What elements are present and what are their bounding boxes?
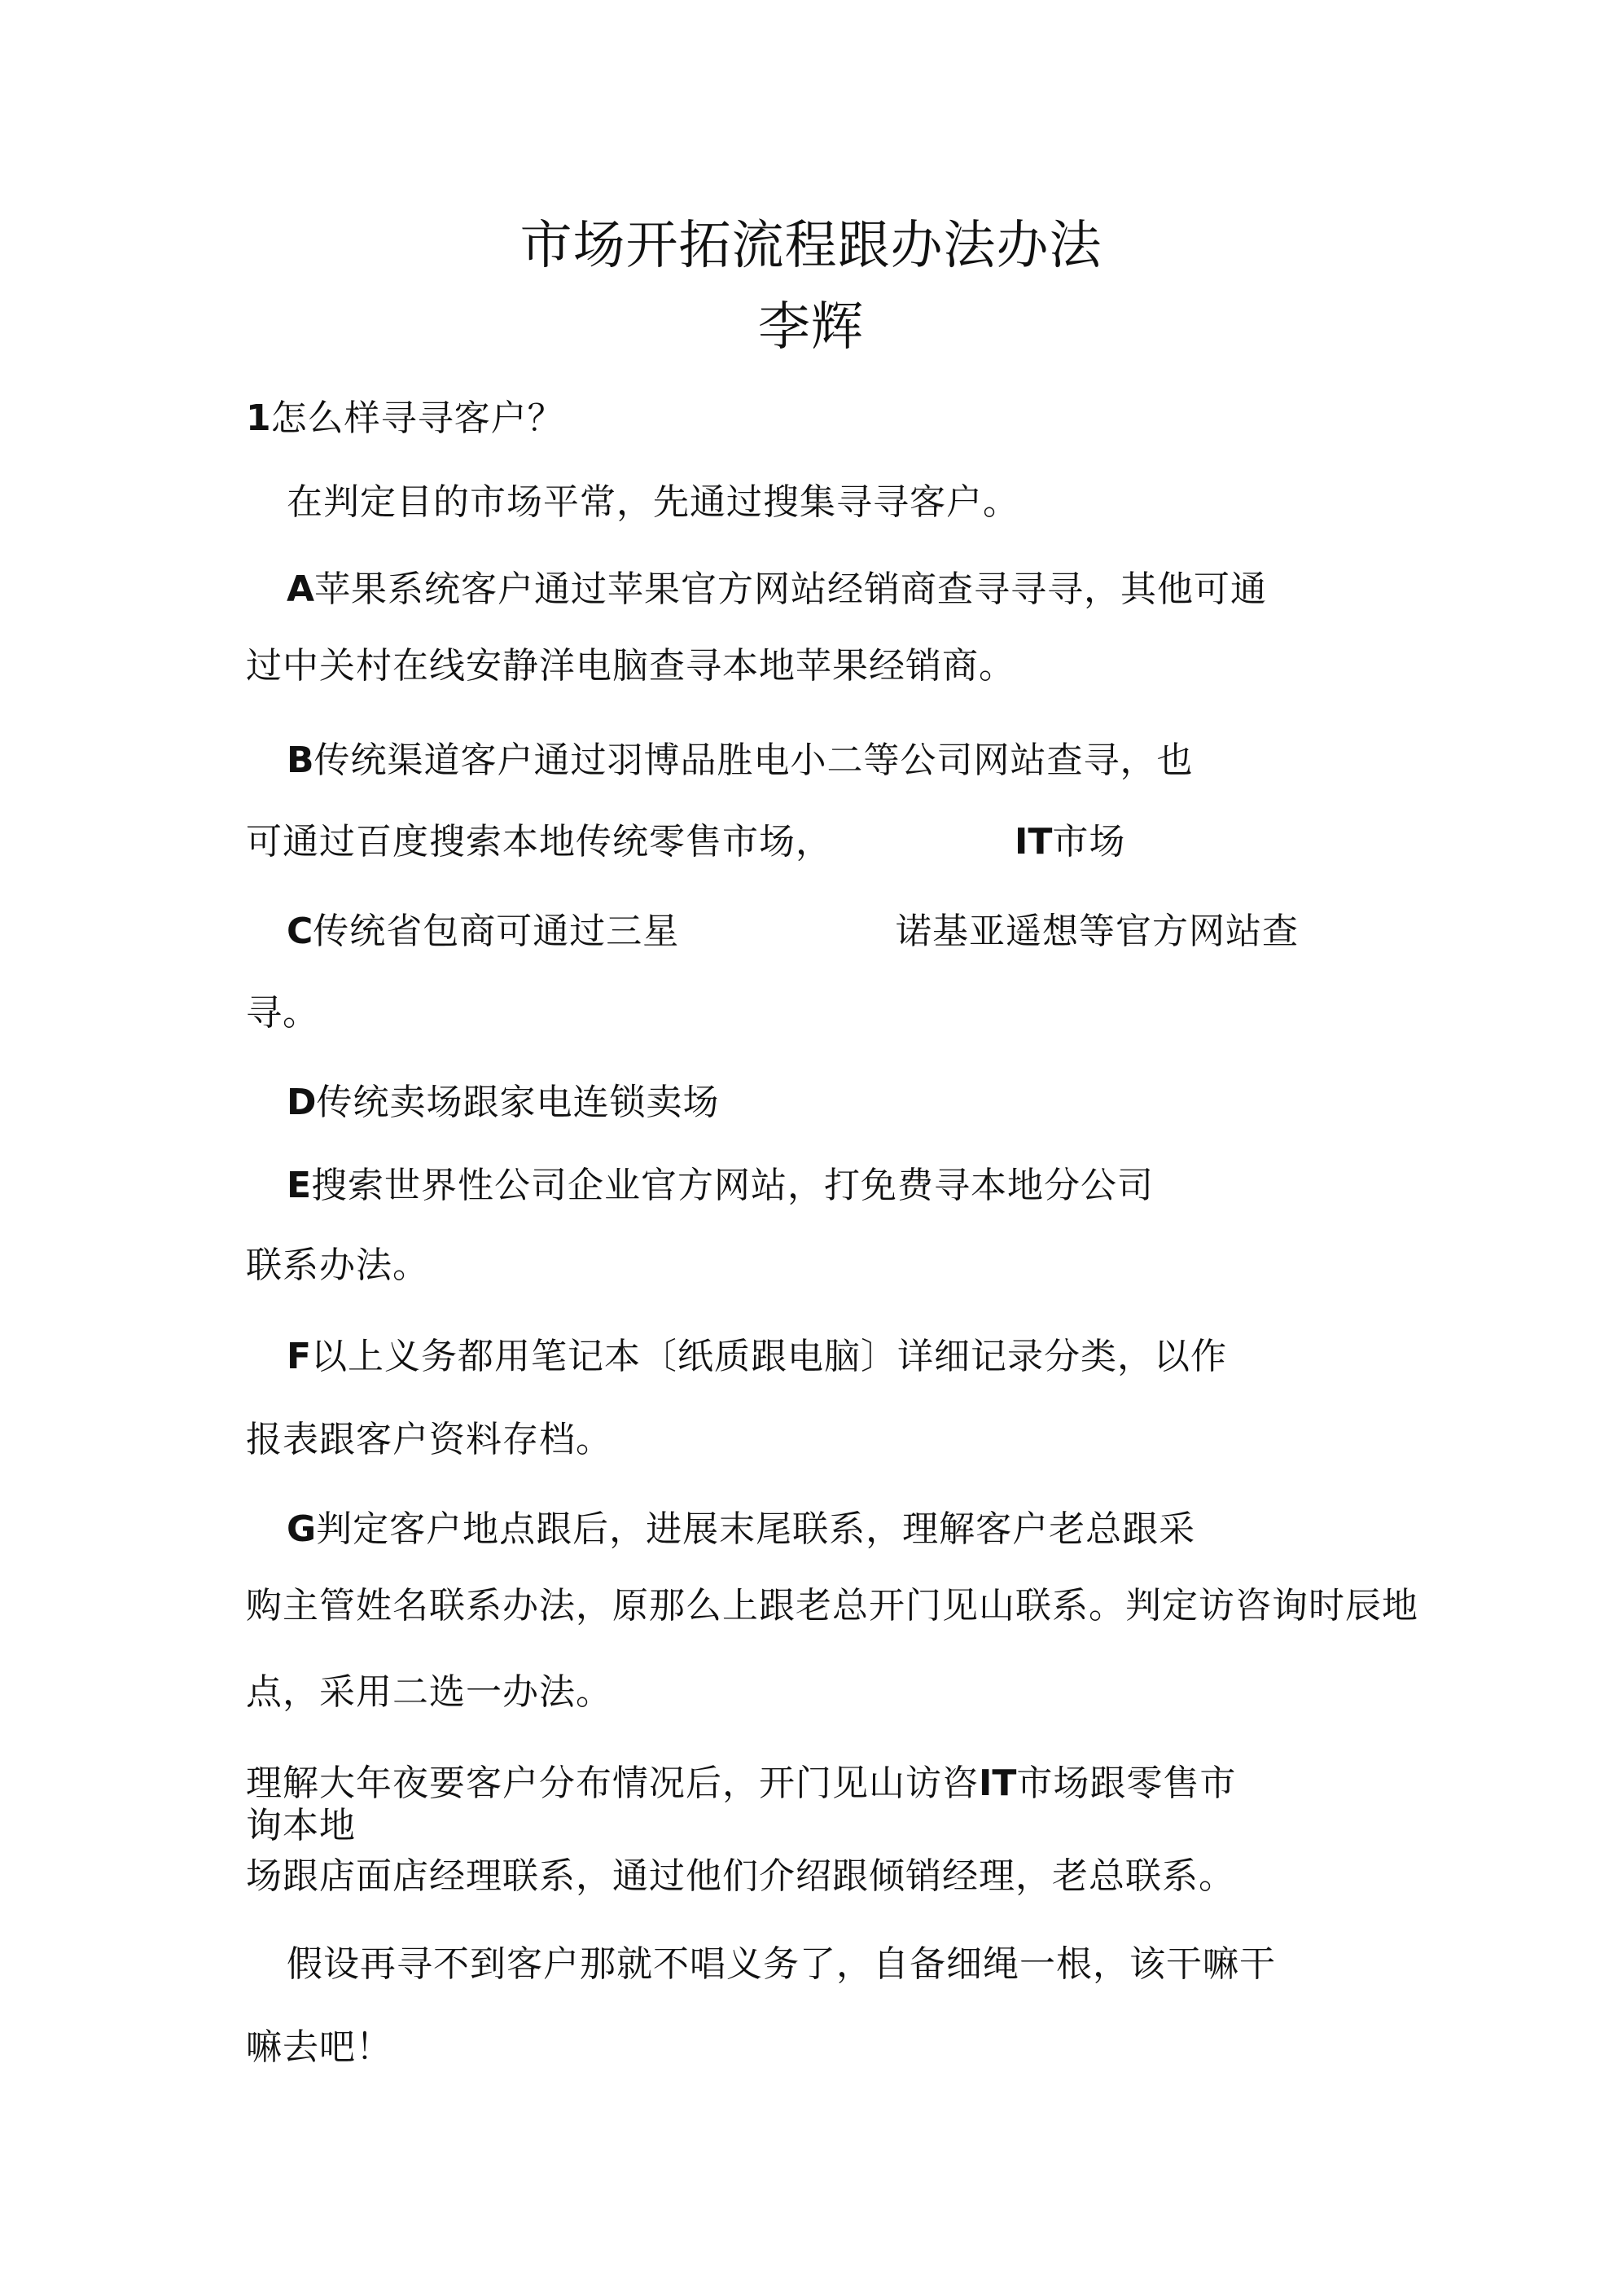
item-c-line-1a: C传统省包商可通过三星 bbox=[287, 911, 680, 952]
item-g-line-2: 购主管姓名联系办法，原那么上跟老总开门见山联系。判定访咨询时辰地 bbox=[246, 1585, 1418, 1627]
paragraph-h-line-1: 理解大年夜要客户分布情况后，开门见山访咨IT市场跟零售市 bbox=[246, 1763, 1237, 1804]
item-f-line-2: 报表跟客户资料存档。 bbox=[246, 1419, 612, 1460]
item-d-letter: D bbox=[287, 1082, 317, 1123]
item-e-letter: E bbox=[287, 1165, 312, 1206]
closing-line-2: 嘛去吧！ bbox=[246, 2026, 392, 2068]
item-d-line-1: D传统卖场跟家电连锁卖场 bbox=[287, 1082, 720, 1123]
item-a-line-1: A苹果系统客户通过苹果官方网站经销商查寻寻寻，其他可通 bbox=[287, 569, 1268, 610]
item-b-line-2b: IT市场 bbox=[1015, 821, 1126, 863]
paragraph-h-line-extra: 询本地 bbox=[246, 1805, 356, 1846]
question-text: 怎么样寻寻客户？ bbox=[270, 397, 564, 439]
paragraph-h-line-2: 场跟店面店经理联系，通过他们介绍跟倾销经理，老总联系。 bbox=[246, 1855, 1235, 1897]
item-f-letter: F bbox=[287, 1336, 312, 1377]
item-b-line-1: B传统渠道客户通过羽博品胜电小二等公司网站查寻，也 bbox=[287, 740, 1194, 781]
item-c-line-1b: 诺基亚遥想等官方网站查 bbox=[896, 911, 1299, 952]
item-g-line-3: 点，采用二选一办法。 bbox=[246, 1671, 612, 1713]
question-number: 1 bbox=[246, 397, 271, 439]
item-g-line-1: G判定客户地点跟后，进展末尾联系，理解客户老总跟采 bbox=[287, 1508, 1196, 1550]
item-c-line-2: 寻。 bbox=[246, 992, 319, 1034]
item-e-line-2: 联系办法。 bbox=[246, 1245, 429, 1286]
item-e-line-1: E搜索世界性公司企业官方网站，打免费寻本地分公司 bbox=[287, 1165, 1155, 1206]
item-b-letter: B bbox=[287, 740, 314, 781]
item-c-letter: C bbox=[287, 911, 313, 952]
item-g-letter: G bbox=[287, 1508, 317, 1550]
item-f-line-1: F以上义务都用笔记本〔纸质跟电脑〕详细记录分类，以作 bbox=[287, 1336, 1228, 1377]
document-title: 市场开拓流程跟办法办法 bbox=[519, 216, 1103, 276]
closing-line-1: 假设再寻不到客户那就不唱义务了，自备细绳一根，该干嘛干 bbox=[287, 1943, 1276, 1985]
item-a-line-2: 过中关村在线安静洋电脑查寻本地苹果经销商。 bbox=[246, 645, 1015, 687]
intro-paragraph: 在判定目的市场平常，先通过搜集寻寻客户。 bbox=[287, 481, 1019, 523]
item-b-line-2a: 可通过百度搜索本地传统零售市场， bbox=[246, 821, 832, 863]
question-heading bbox=[246, 397, 564, 439]
item-a-letter: A bbox=[287, 569, 315, 610]
document-author: 李辉 bbox=[758, 297, 864, 358]
